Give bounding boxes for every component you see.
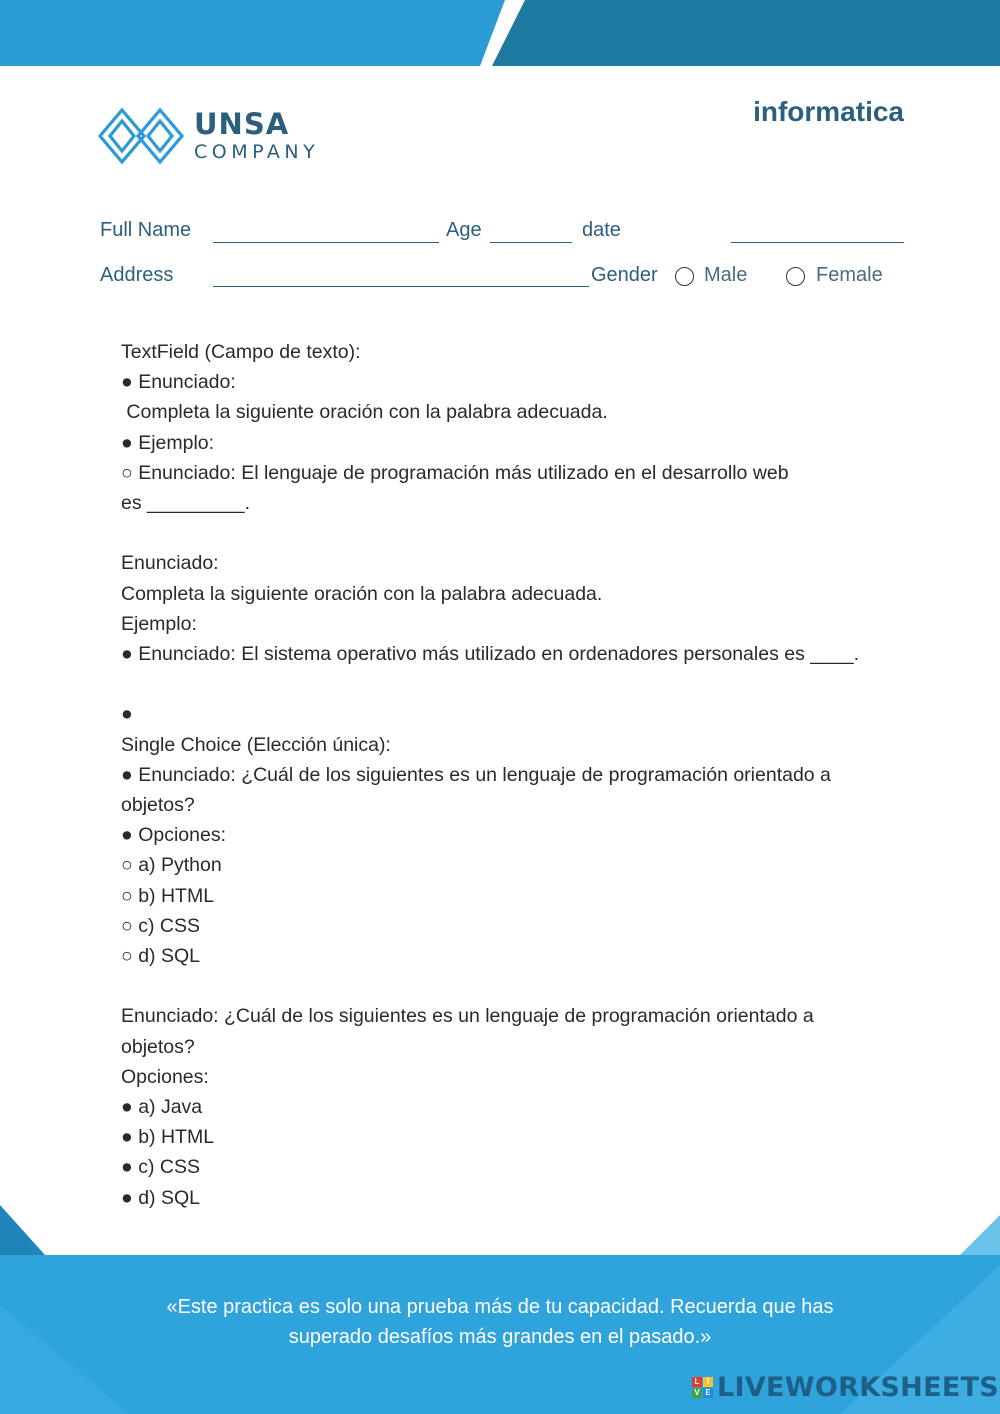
content-line: ● Enunciado: ¿Cuál de los siguientes es un lenguaje de programación orientado a (121, 763, 831, 786)
content-line: ● Enunciado: El sistema operativo más utilizado en ordenadores personales es ____. (121, 643, 860, 666)
content-line: ○ d) SQL (121, 945, 200, 968)
content-line: ● c) CSS (121, 1156, 200, 1179)
logo-name: UNSA (194, 107, 290, 141)
spacer (121, 669, 921, 699)
badge-letter: V (692, 1388, 702, 1398)
content-line: ● Enunciado: (121, 371, 236, 394)
spacer (121, 971, 921, 1001)
liveworksheets-brand[interactable] (692, 1372, 999, 1403)
content-line: es _________. (121, 492, 251, 515)
date-field[interactable] (731, 242, 904, 243)
full-name-field[interactable] (213, 242, 439, 243)
female-label: Female (816, 264, 883, 286)
content-line: Completa la siguiente oración con la palabra adecuada. (121, 582, 603, 605)
content-line: ○ c) CSS (121, 914, 200, 937)
male-radio[interactable] (675, 267, 694, 286)
address-label: Address (100, 264, 174, 286)
brand-badge-icon (692, 1377, 713, 1398)
content-line: ● a) Java (121, 1096, 203, 1119)
badge-letter: L (692, 1377, 702, 1387)
content-line: Enunciado: ¿Cuál de los siguientes es un lenguaje de programación orientado a (121, 1005, 814, 1028)
worksheet-content (121, 337, 921, 1213)
male-label: Male (704, 264, 748, 286)
subject-title: informatica (753, 96, 904, 127)
content-line: Ejemplo: (121, 612, 197, 635)
age-label: Age (446, 219, 482, 241)
content-line: ● Opciones: (121, 824, 226, 847)
badge-letter: E (703, 1388, 713, 1398)
quote-line: superado desafíos más grandes en el pasado.» (288, 1326, 712, 1348)
content-line: ● Ejemplo: (121, 431, 215, 454)
brand-text: LIVEWORKSHEETS (717, 1372, 1000, 1403)
spacer (121, 518, 921, 548)
content-line: ○ Enunciado: El lenguaje de programación más utilizado en el desarrollo web (121, 461, 789, 484)
logo-subtitle: COMPANY (194, 141, 320, 163)
top-banner (0, 0, 1000, 66)
gender-label: Gender (591, 264, 658, 286)
full-name-label: Full Name (100, 219, 192, 241)
company-logo (98, 104, 319, 168)
content-line: Single Choice (Elección única): (121, 733, 391, 756)
content-line: objetos? (121, 1035, 195, 1058)
content-line: Enunciado: (121, 552, 219, 575)
content-line: Opciones: (121, 1065, 209, 1088)
content-line: objetos? (121, 794, 195, 817)
badge-letter: I (703, 1377, 713, 1387)
address-field[interactable] (213, 286, 589, 287)
content-line: ● (121, 703, 133, 726)
content-line: Completa la siguiente oración con la palabra adecuada. (121, 401, 608, 424)
content-line: ● d) SQL (121, 1186, 200, 1209)
content-line: ○ b) HTML (121, 884, 215, 907)
content-line: ● b) HTML (121, 1126, 215, 1149)
content-line: ○ a) Python (121, 854, 222, 877)
date-label: date (582, 219, 621, 241)
female-radio[interactable] (786, 267, 805, 286)
content-line: TextField (Campo de texto): (121, 341, 361, 363)
age-field[interactable] (490, 242, 572, 243)
logo-mark-icon (98, 104, 184, 168)
motivational-quote (130, 1292, 870, 1352)
quote-line: «Este practica es solo una prueba más de tu capacidad. Recuerda que has (166, 1296, 834, 1318)
